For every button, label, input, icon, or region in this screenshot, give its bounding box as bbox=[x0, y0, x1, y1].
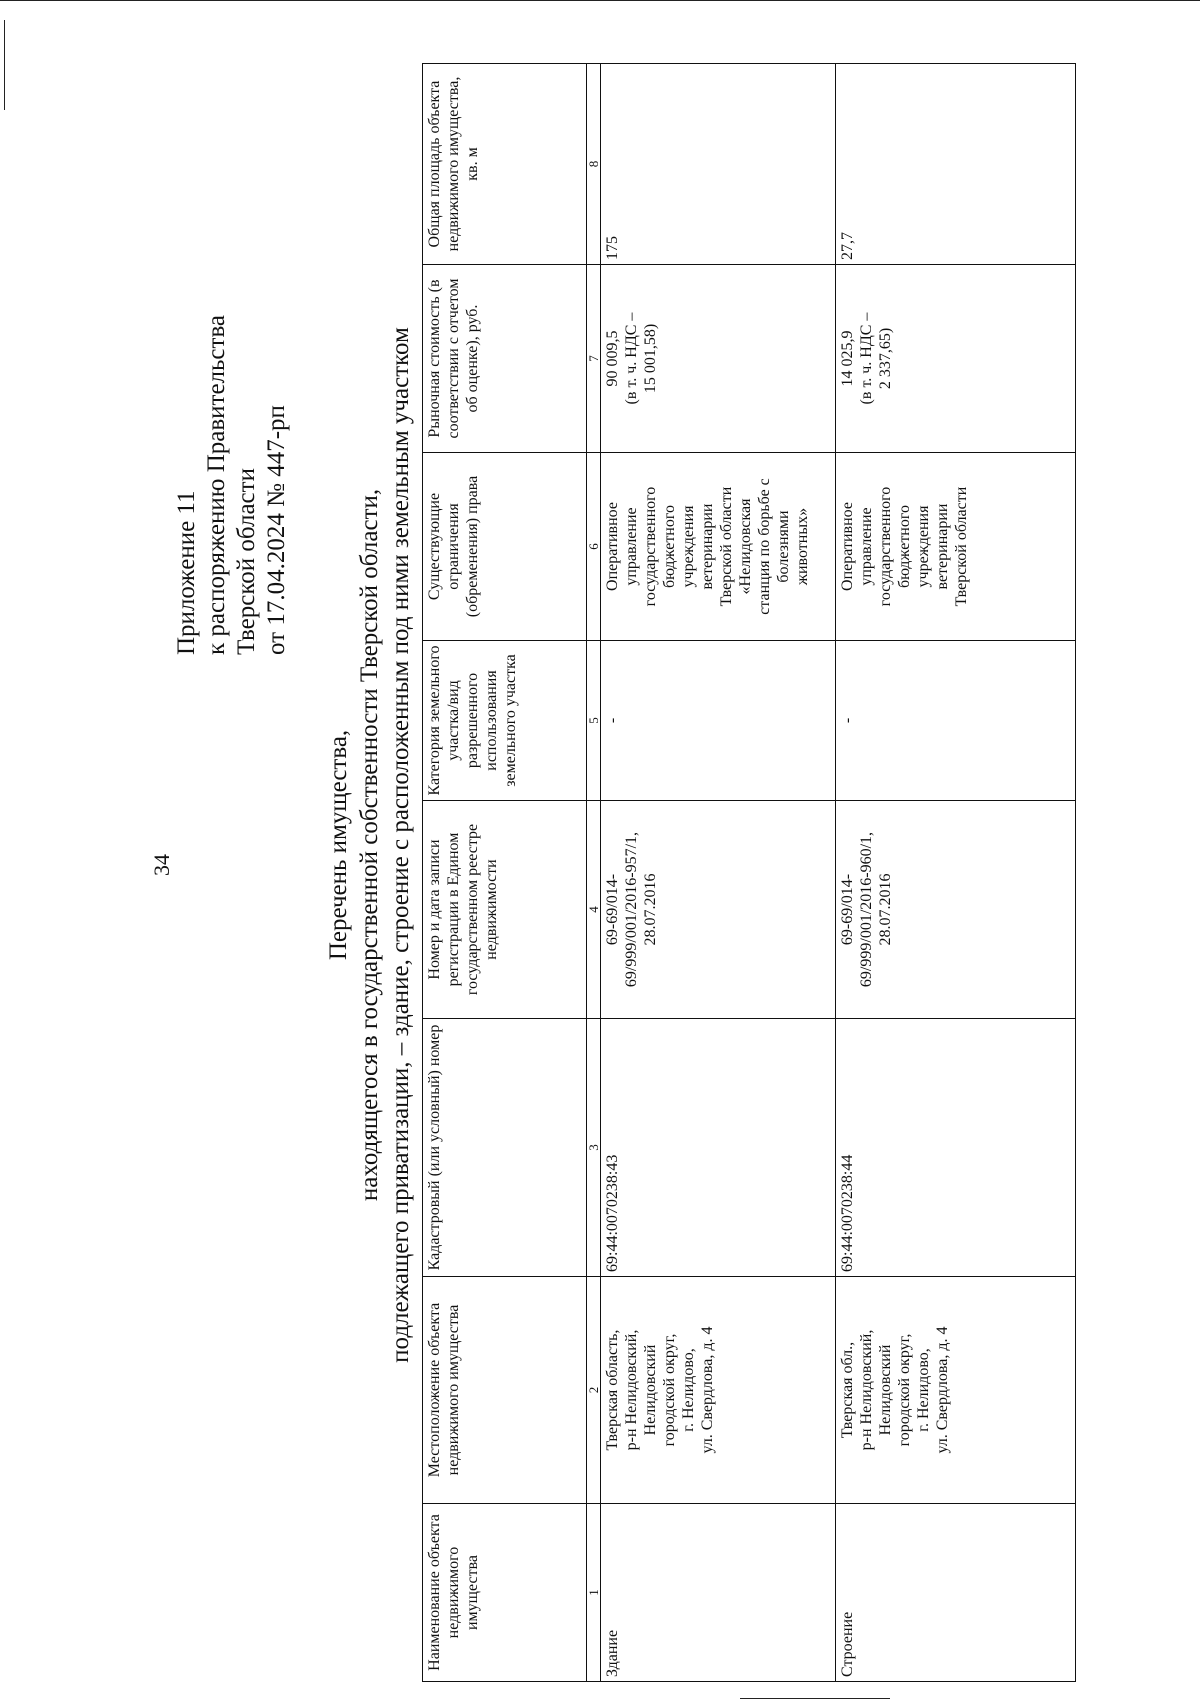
header-name: Наименование объекта недвижимого имущества bbox=[423, 1504, 587, 1682]
annex-region: Тверской области bbox=[233, 468, 260, 655]
table-row bbox=[836, 64, 1076, 1682]
column-number: 4 bbox=[587, 801, 601, 1019]
header-land-category: Категория земельного участка/вид разрешенного использования земельного участка bbox=[423, 641, 587, 801]
header-location: Местоположение объекта недвижимого имущества bbox=[423, 1277, 587, 1504]
column-number: 5 bbox=[587, 641, 601, 801]
cell-cadastral: 69:44:0070238:44 bbox=[836, 1019, 1076, 1277]
annex-reference: к распоряжению Правительства bbox=[203, 314, 230, 655]
cell-registration: 69-69/014- 69/999/001/2016-960/1, 28.07.2016 bbox=[836, 801, 1076, 1019]
cell-registration: 69-69/014- 69/999/001/2016-957/1, 28.07.2016 bbox=[601, 801, 836, 1019]
scan-edge-left bbox=[4, 20, 5, 110]
cell-location: Тверская область, р-н Нелидовский, Нелидовский городской округ, г. Нелидово, ул. Свердлова, д. 4 bbox=[601, 1277, 836, 1504]
cell-encumbrance: Оперативное управление государственного бюджетного учреждения ветеринарии Тверской области «Нелидовская станция по борьбе с болезнями животных» bbox=[601, 453, 836, 641]
title-line-1: Перечень имущества, bbox=[325, 729, 352, 961]
column-number: 8 bbox=[587, 64, 601, 265]
cell-encumbrance: Оперативное управление государственного бюджетного учреждения ветеринарии Тверской области bbox=[836, 453, 1076, 641]
cell-name: Строение bbox=[836, 1504, 1076, 1682]
title-line-2: находящегося в государственной собственности Тверской области, bbox=[356, 488, 383, 1202]
header-market-value: Рыночная стоимость (в соответствии с отчетом об оценке), руб. bbox=[423, 265, 587, 453]
header-cadastral: Кадастровый (или условный) номер bbox=[423, 1019, 587, 1277]
column-number: 7 bbox=[587, 265, 601, 453]
title-line-3: подлежащего приватизации, – здание, строение с расположенным под ними земельным участком bbox=[387, 327, 414, 1363]
document-title bbox=[323, 295, 416, 1395]
cell-location: Тверская обл., р-н Нелидовский, Нелидовский городской округ, г. Нелидово, ул. Свердлова, д. 4 bbox=[836, 1277, 1076, 1504]
property-table bbox=[422, 63, 1076, 1682]
cell-land-category: - bbox=[836, 641, 1076, 801]
column-number: 3 bbox=[587, 1019, 601, 1277]
column-number: 2 bbox=[587, 1277, 601, 1504]
annex-header bbox=[172, 295, 292, 655]
annex-date-number: от 17.04.2024 № 447-рп bbox=[263, 405, 290, 655]
cell-market-value: 14 025,9 (в т. ч. НДС – 2 337,65) bbox=[836, 265, 1076, 453]
cell-name: Здание bbox=[601, 1504, 836, 1682]
scan-edge-bottom bbox=[740, 1698, 890, 1699]
header-registration: Номер и дата записи регистрации в Едином государственном реестре недвижимости bbox=[423, 801, 587, 1019]
scan-edge-top bbox=[0, 0, 1200, 1]
column-number: 6 bbox=[587, 453, 601, 641]
cell-market-value: 90 009,5 (в т. ч. НДС – 15 001,58) bbox=[601, 265, 836, 453]
table-header-row bbox=[423, 64, 587, 1682]
table-row bbox=[601, 64, 836, 1682]
column-number: 1 bbox=[587, 1504, 601, 1682]
header-area: Общая площадь объекта недвижимого имущества, кв. м bbox=[423, 64, 587, 265]
annex-title: Приложение 11 bbox=[173, 490, 200, 655]
cell-area: 175 bbox=[601, 64, 836, 265]
cell-area: 27,7 bbox=[836, 64, 1076, 265]
header-encumbrance: Существующие ограничения (обременения) права bbox=[423, 453, 587, 641]
column-number-row bbox=[587, 64, 601, 1682]
page-number: 34 bbox=[149, 854, 174, 876]
cell-cadastral: 69:44:0070238:43 bbox=[601, 1019, 836, 1277]
cell-land-category: - bbox=[601, 641, 836, 801]
